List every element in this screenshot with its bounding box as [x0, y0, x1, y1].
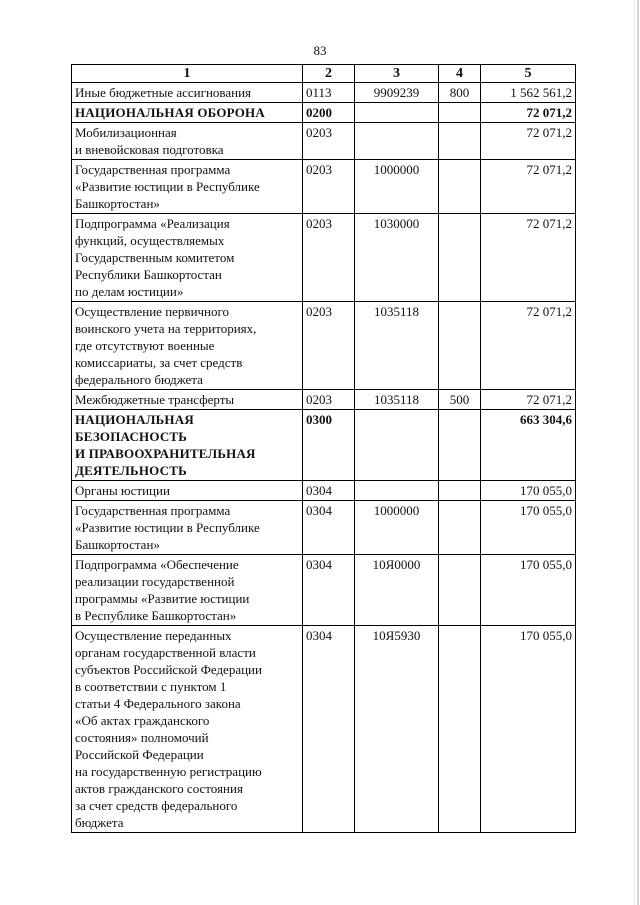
page-number: 83 [313, 43, 327, 58]
cell-name: Государственная программа «Развитие юстиции в Республике Башкортостан» [72, 501, 303, 555]
cell-target-code: 1000000 [355, 501, 439, 555]
table-row [72, 501, 576, 555]
table-row [72, 626, 576, 833]
cell-section: 0203 [303, 214, 355, 302]
table-row [72, 103, 576, 123]
cell-amount: 72 071,2 [481, 214, 576, 302]
table-row [72, 555, 576, 626]
budget-table [71, 64, 576, 833]
cell-target-code: 9909239 [355, 83, 439, 103]
cell-amount: 663 304,6 [481, 410, 576, 481]
cell-expense-type [439, 123, 481, 160]
table-row [72, 302, 576, 390]
cell-name: НАЦИОНАЛЬНАЯ ОБОРОНА [72, 103, 303, 123]
cell-name: Мобилизационная и вневойсковая подготовка [72, 123, 303, 160]
cell-amount: 72 071,2 [481, 123, 576, 160]
cell-name: НАЦИОНАЛЬНАЯ БЕЗОПАСНОСТЬ И ПРАВООХРАНИТЕЛЬНАЯ ДЕЯТЕЛЬНОСТЬ [72, 410, 303, 481]
cell-name: Межбюджетные трансферты [72, 390, 303, 410]
cell-expense-type: 500 [439, 390, 481, 410]
cell-section: 0113 [303, 83, 355, 103]
column-header-section: 2 [303, 65, 355, 83]
cell-target-code [355, 123, 439, 160]
page-edge-line-inner [634, 0, 635, 905]
cell-amount: 1 562 561,2 [481, 83, 576, 103]
cell-name: Государственная программа «Развитие юстиции в Республике Башкортостан» [72, 160, 303, 214]
cell-section: 0304 [303, 481, 355, 501]
cell-amount: 72 071,2 [481, 160, 576, 214]
cell-expense-type [439, 302, 481, 390]
cell-target-code [355, 410, 439, 481]
table-row [72, 123, 576, 160]
cell-section: 0203 [303, 123, 355, 160]
cell-name: Осуществление первичного воинского учета на территориях, где отсутствуют военные комиссариаты, за счет средств федерального бюджета [72, 302, 303, 390]
cell-amount: 72 071,2 [481, 390, 576, 410]
column-header-name: 1 [72, 65, 303, 83]
cell-amount: 170 055,0 [481, 481, 576, 501]
column-header-target-code: 3 [355, 65, 439, 83]
cell-target-code [355, 481, 439, 501]
table-row [72, 83, 576, 103]
table-row [72, 160, 576, 214]
cell-amount: 72 071,2 [481, 103, 576, 123]
column-header-expense-type: 4 [439, 65, 481, 83]
cell-target-code: 1030000 [355, 214, 439, 302]
cell-section: 0304 [303, 626, 355, 833]
cell-section: 0203 [303, 160, 355, 214]
cell-name: Органы юстиции [72, 481, 303, 501]
cell-name: Подпрограмма «Обеспечение реализации государственной программы «Развитие юстиции в Республике Башкортостан» [72, 555, 303, 626]
cell-section: 0200 [303, 103, 355, 123]
cell-amount: 170 055,0 [481, 501, 576, 555]
cell-section: 0203 [303, 390, 355, 410]
table-row [72, 390, 576, 410]
cell-section: 0304 [303, 555, 355, 626]
cell-expense-type [439, 214, 481, 302]
cell-expense-type [439, 160, 481, 214]
cell-name: Иные бюджетные ассигнования [72, 83, 303, 103]
cell-expense-type [439, 103, 481, 123]
cell-expense-type [439, 555, 481, 626]
cell-amount: 170 055,0 [481, 555, 576, 626]
cell-expense-type [439, 410, 481, 481]
column-header-amount: 5 [481, 65, 576, 83]
cell-target-code: 1035118 [355, 302, 439, 390]
table-header-row [72, 65, 576, 83]
cell-amount: 170 055,0 [481, 626, 576, 833]
table-row [72, 481, 576, 501]
table-row [72, 410, 576, 481]
cell-expense-type [439, 626, 481, 833]
cell-expense-type: 800 [439, 83, 481, 103]
cell-target-code: 10Я0000 [355, 555, 439, 626]
cell-target-code: 1000000 [355, 160, 439, 214]
cell-target-code: 10Я5930 [355, 626, 439, 833]
cell-amount: 72 071,2 [481, 302, 576, 390]
cell-expense-type [439, 481, 481, 501]
page-edge-line [637, 0, 639, 905]
table-body [72, 83, 576, 833]
cell-target-code: 1035118 [355, 390, 439, 410]
cell-section: 0304 [303, 501, 355, 555]
cell-expense-type [439, 501, 481, 555]
cell-section: 0300 [303, 410, 355, 481]
cell-target-code [355, 103, 439, 123]
table-row [72, 214, 576, 302]
cell-name: Осуществление переданных органам государственной власти субъектов Российской Федерации в соответствии с пунктом 1 статьи 4 Федерального закона «Об актах гражданского состояния» полномочий Российской Федерации на государственную регистрацию актов гражданского состояния за счет средств федерального бюджета [72, 626, 303, 833]
cell-name: Подпрограмма «Реализация функций, осуществляемых Государственным комитетом Республики Башкортостан по делам юстиции» [72, 214, 303, 302]
cell-section: 0203 [303, 302, 355, 390]
